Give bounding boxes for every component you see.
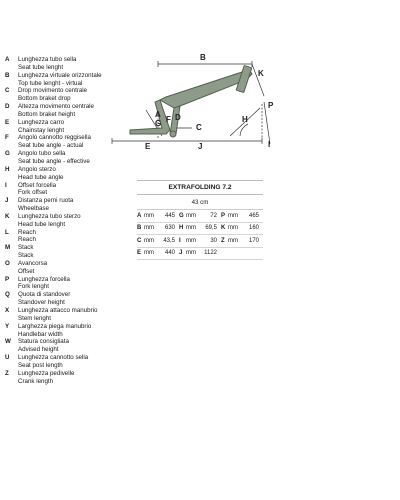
legend-item bbox=[5, 370, 130, 386]
spec-key: P bbox=[221, 212, 226, 219]
legend-text bbox=[18, 354, 88, 370]
legend-letter: I bbox=[5, 181, 7, 189]
spec-value: 72 bbox=[210, 212, 217, 219]
spec-key: A bbox=[137, 212, 142, 219]
label-B: B bbox=[200, 53, 206, 62]
legend-letter: F bbox=[5, 134, 9, 142]
legend-item bbox=[5, 260, 130, 276]
frame-geometry-diagram bbox=[100, 48, 285, 153]
spec-key: G bbox=[179, 212, 184, 219]
legend-letter: D bbox=[5, 103, 10, 111]
legend-label-it: Angolo tubo sella bbox=[18, 150, 66, 158]
spec-value: 43,5 bbox=[163, 237, 175, 244]
spec-unit: mm bbox=[186, 225, 196, 232]
label-I: I bbox=[268, 140, 271, 149]
legend-label-en: Stack bbox=[18, 252, 34, 260]
legend-text bbox=[18, 370, 74, 386]
legend-item bbox=[5, 291, 130, 307]
legend-label-it: Larghezza piega manubrio bbox=[18, 322, 92, 330]
legend-label-it: Reach bbox=[18, 228, 36, 236]
legend-text bbox=[18, 56, 76, 72]
spec-key: H bbox=[179, 225, 184, 232]
spec-cell bbox=[179, 235, 221, 248]
legend-letter: M bbox=[5, 244, 11, 252]
legend-letter: L bbox=[5, 228, 9, 236]
spec-value: 445 bbox=[164, 212, 175, 219]
legend-item bbox=[5, 276, 130, 292]
legend-letter: C bbox=[5, 87, 10, 95]
legend-label-en: Head tube angle bbox=[18, 173, 64, 181]
legend-label-en: Seat tube lenght bbox=[18, 63, 64, 71]
spec-key: K bbox=[221, 225, 226, 232]
legend-text bbox=[18, 291, 70, 307]
legend-label-it: Drop movimento centrale bbox=[18, 87, 88, 95]
legend-item bbox=[5, 323, 130, 339]
legend-letter: U bbox=[5, 354, 10, 362]
legend-text bbox=[18, 244, 33, 260]
legend-label-en: Advised height bbox=[18, 346, 59, 354]
spec-unit: mm bbox=[144, 250, 154, 257]
spec-value: 440 bbox=[164, 250, 175, 257]
label-F: F bbox=[166, 115, 171, 124]
spec-cell bbox=[137, 210, 179, 223]
frame-size: 43 cm bbox=[137, 195, 263, 210]
label-G: G bbox=[155, 119, 162, 128]
legend-label-it: Offset forcella bbox=[18, 181, 57, 189]
legend-letter: E bbox=[5, 118, 10, 126]
spec-unit: mm bbox=[144, 225, 154, 232]
legend-letter: H bbox=[5, 165, 10, 173]
spec-value: 170 bbox=[248, 237, 259, 244]
legend-text bbox=[18, 338, 69, 354]
spec-unit: mm bbox=[186, 212, 196, 219]
legend-label-en: Fork lenght bbox=[18, 283, 49, 291]
spec-unit: mm bbox=[144, 212, 154, 219]
legend-label-en: Seat tube angle - actual bbox=[18, 142, 84, 150]
spec-cell bbox=[137, 235, 179, 248]
spec-unit: mm bbox=[228, 212, 238, 219]
spec-cell bbox=[179, 248, 221, 261]
label-A: A bbox=[155, 110, 161, 119]
spec-value: 160 bbox=[248, 225, 259, 232]
legend-text bbox=[18, 323, 91, 339]
legend-letter: Z bbox=[5, 369, 9, 377]
spec-cell bbox=[179, 210, 221, 223]
spec-key: E bbox=[137, 250, 142, 257]
spec-cell bbox=[221, 223, 263, 236]
legend-label-it: Altezza movimento centrale bbox=[18, 103, 95, 111]
legend-label-en: Crank length bbox=[18, 377, 54, 385]
spec-value: 1122 bbox=[204, 250, 217, 257]
legend-label-en: Bottom braket drop bbox=[18, 95, 71, 103]
label-C: C bbox=[196, 123, 202, 132]
legend-label-en: Chainstay lenght bbox=[18, 126, 65, 134]
legend-item bbox=[5, 244, 130, 260]
legend-label-it: Distanza perni ruota bbox=[18, 197, 74, 205]
legend-label-en: Offset bbox=[18, 267, 35, 275]
legend-label-it: Avancorsa bbox=[18, 259, 48, 267]
legend-letter: W bbox=[5, 338, 11, 346]
legend-letter: P bbox=[5, 275, 10, 283]
legend-label-it: Lunghezza forcella bbox=[18, 275, 70, 283]
legend-item bbox=[5, 354, 130, 370]
label-K: K bbox=[258, 69, 264, 78]
legend-text bbox=[18, 197, 73, 213]
legend-letter: J bbox=[5, 197, 9, 205]
spec-table bbox=[137, 180, 263, 260]
legend-label-it: Lunghezza tubo sterzo bbox=[18, 212, 81, 220]
spec-value: 30 bbox=[210, 237, 217, 244]
legend-text bbox=[18, 307, 97, 323]
legend-label-en: Reach bbox=[18, 236, 36, 244]
legend-label-en: Wheelbase bbox=[18, 205, 49, 213]
spec-unit: mm bbox=[144, 237, 154, 244]
legend-label-it: Stack bbox=[18, 244, 34, 252]
bike-frame bbox=[130, 65, 252, 137]
legend-item bbox=[5, 338, 130, 354]
legend-letter: X bbox=[5, 307, 10, 314]
spec-cell bbox=[179, 223, 221, 236]
legend-label-it: Statura consigliata bbox=[18, 338, 69, 346]
legend-label-en: Bottom braket height bbox=[18, 110, 76, 118]
legend-label-it: Lunghezza virtuale orizzontale bbox=[18, 71, 102, 79]
legend-text bbox=[18, 103, 94, 119]
model-name: EXTRAFOLDING 7.2 bbox=[137, 180, 263, 195]
legend-label-en: Standover height bbox=[18, 299, 65, 307]
legend-label-en: Top tube lenght - virtual bbox=[18, 79, 83, 87]
legend-label-en: Fork offset bbox=[18, 189, 48, 197]
legend-label-it: Angolo cannotto reggisella bbox=[18, 134, 91, 142]
spec-unit: mm bbox=[228, 225, 238, 232]
legend-label-en: Head tube lenght bbox=[18, 220, 66, 228]
spec-cell bbox=[221, 210, 263, 223]
legend-label-it: Lunghezza tubo sella bbox=[18, 56, 77, 63]
label-E: E bbox=[145, 142, 151, 151]
legend-letter: O bbox=[5, 259, 10, 267]
legend-text bbox=[18, 134, 91, 150]
label-P: P bbox=[268, 101, 274, 110]
legend-item bbox=[5, 197, 130, 213]
spec-cell bbox=[137, 223, 179, 236]
spec-key: Z bbox=[221, 237, 225, 244]
legend-label-it: Angolo sterzo bbox=[18, 165, 56, 173]
legend-text bbox=[18, 260, 47, 276]
spec-unit: mm bbox=[186, 237, 196, 244]
spec-key: J bbox=[179, 250, 183, 257]
spec-cell bbox=[137, 248, 179, 261]
legend-text bbox=[18, 182, 56, 198]
legend-text bbox=[18, 150, 90, 166]
spec-grid bbox=[137, 210, 263, 260]
legend-text bbox=[18, 72, 102, 88]
label-J: J bbox=[198, 142, 203, 151]
legend-text bbox=[18, 213, 81, 229]
legend-label-it: Quota di standover bbox=[18, 291, 71, 299]
spec-value: 69,5 bbox=[205, 225, 217, 232]
legend-label-it: Lunghezza carro bbox=[18, 118, 65, 126]
spec-key: C bbox=[137, 237, 142, 244]
spec-key: I bbox=[179, 237, 181, 244]
spec-value: 630 bbox=[164, 225, 175, 232]
legend-item bbox=[5, 166, 130, 182]
legend-item bbox=[5, 307, 130, 323]
legend-label-it: Lunghezza cannotto sella bbox=[18, 354, 89, 362]
legend-label-en: Seat tube angle - effective bbox=[18, 157, 90, 165]
legend-label-it: Lunghezza attacco manubrio bbox=[18, 307, 98, 314]
legend-label-en: Handlebar width bbox=[18, 330, 63, 338]
spec-cell bbox=[221, 248, 263, 261]
legend-letter: B bbox=[5, 71, 10, 79]
label-D: D bbox=[175, 113, 181, 122]
legend-letter: Y bbox=[5, 322, 10, 330]
legend-letter: K bbox=[5, 212, 10, 220]
legend-item bbox=[5, 213, 130, 229]
legend-label-en: Seat post length bbox=[18, 361, 63, 369]
spec-key: B bbox=[137, 225, 142, 232]
legend-text bbox=[18, 276, 70, 292]
legend-letter: Q bbox=[5, 291, 10, 299]
legend-letter: G bbox=[5, 150, 10, 158]
legend-item bbox=[5, 229, 130, 245]
legend-item bbox=[5, 182, 130, 198]
legend-label-en: Stem lenght bbox=[18, 314, 52, 322]
label-H: H bbox=[242, 115, 248, 124]
spec-value: 465 bbox=[248, 212, 259, 219]
legend-text bbox=[18, 229, 36, 245]
legend-letter: A bbox=[5, 56, 10, 63]
spec-unit: mm bbox=[186, 250, 196, 257]
legend-text bbox=[18, 87, 87, 103]
spec-cell bbox=[221, 235, 263, 248]
spec-unit: mm bbox=[228, 237, 238, 244]
legend-label-it: Lunghezza pedivelle bbox=[18, 369, 75, 377]
legend-text bbox=[18, 166, 63, 182]
legend-text bbox=[18, 119, 64, 135]
